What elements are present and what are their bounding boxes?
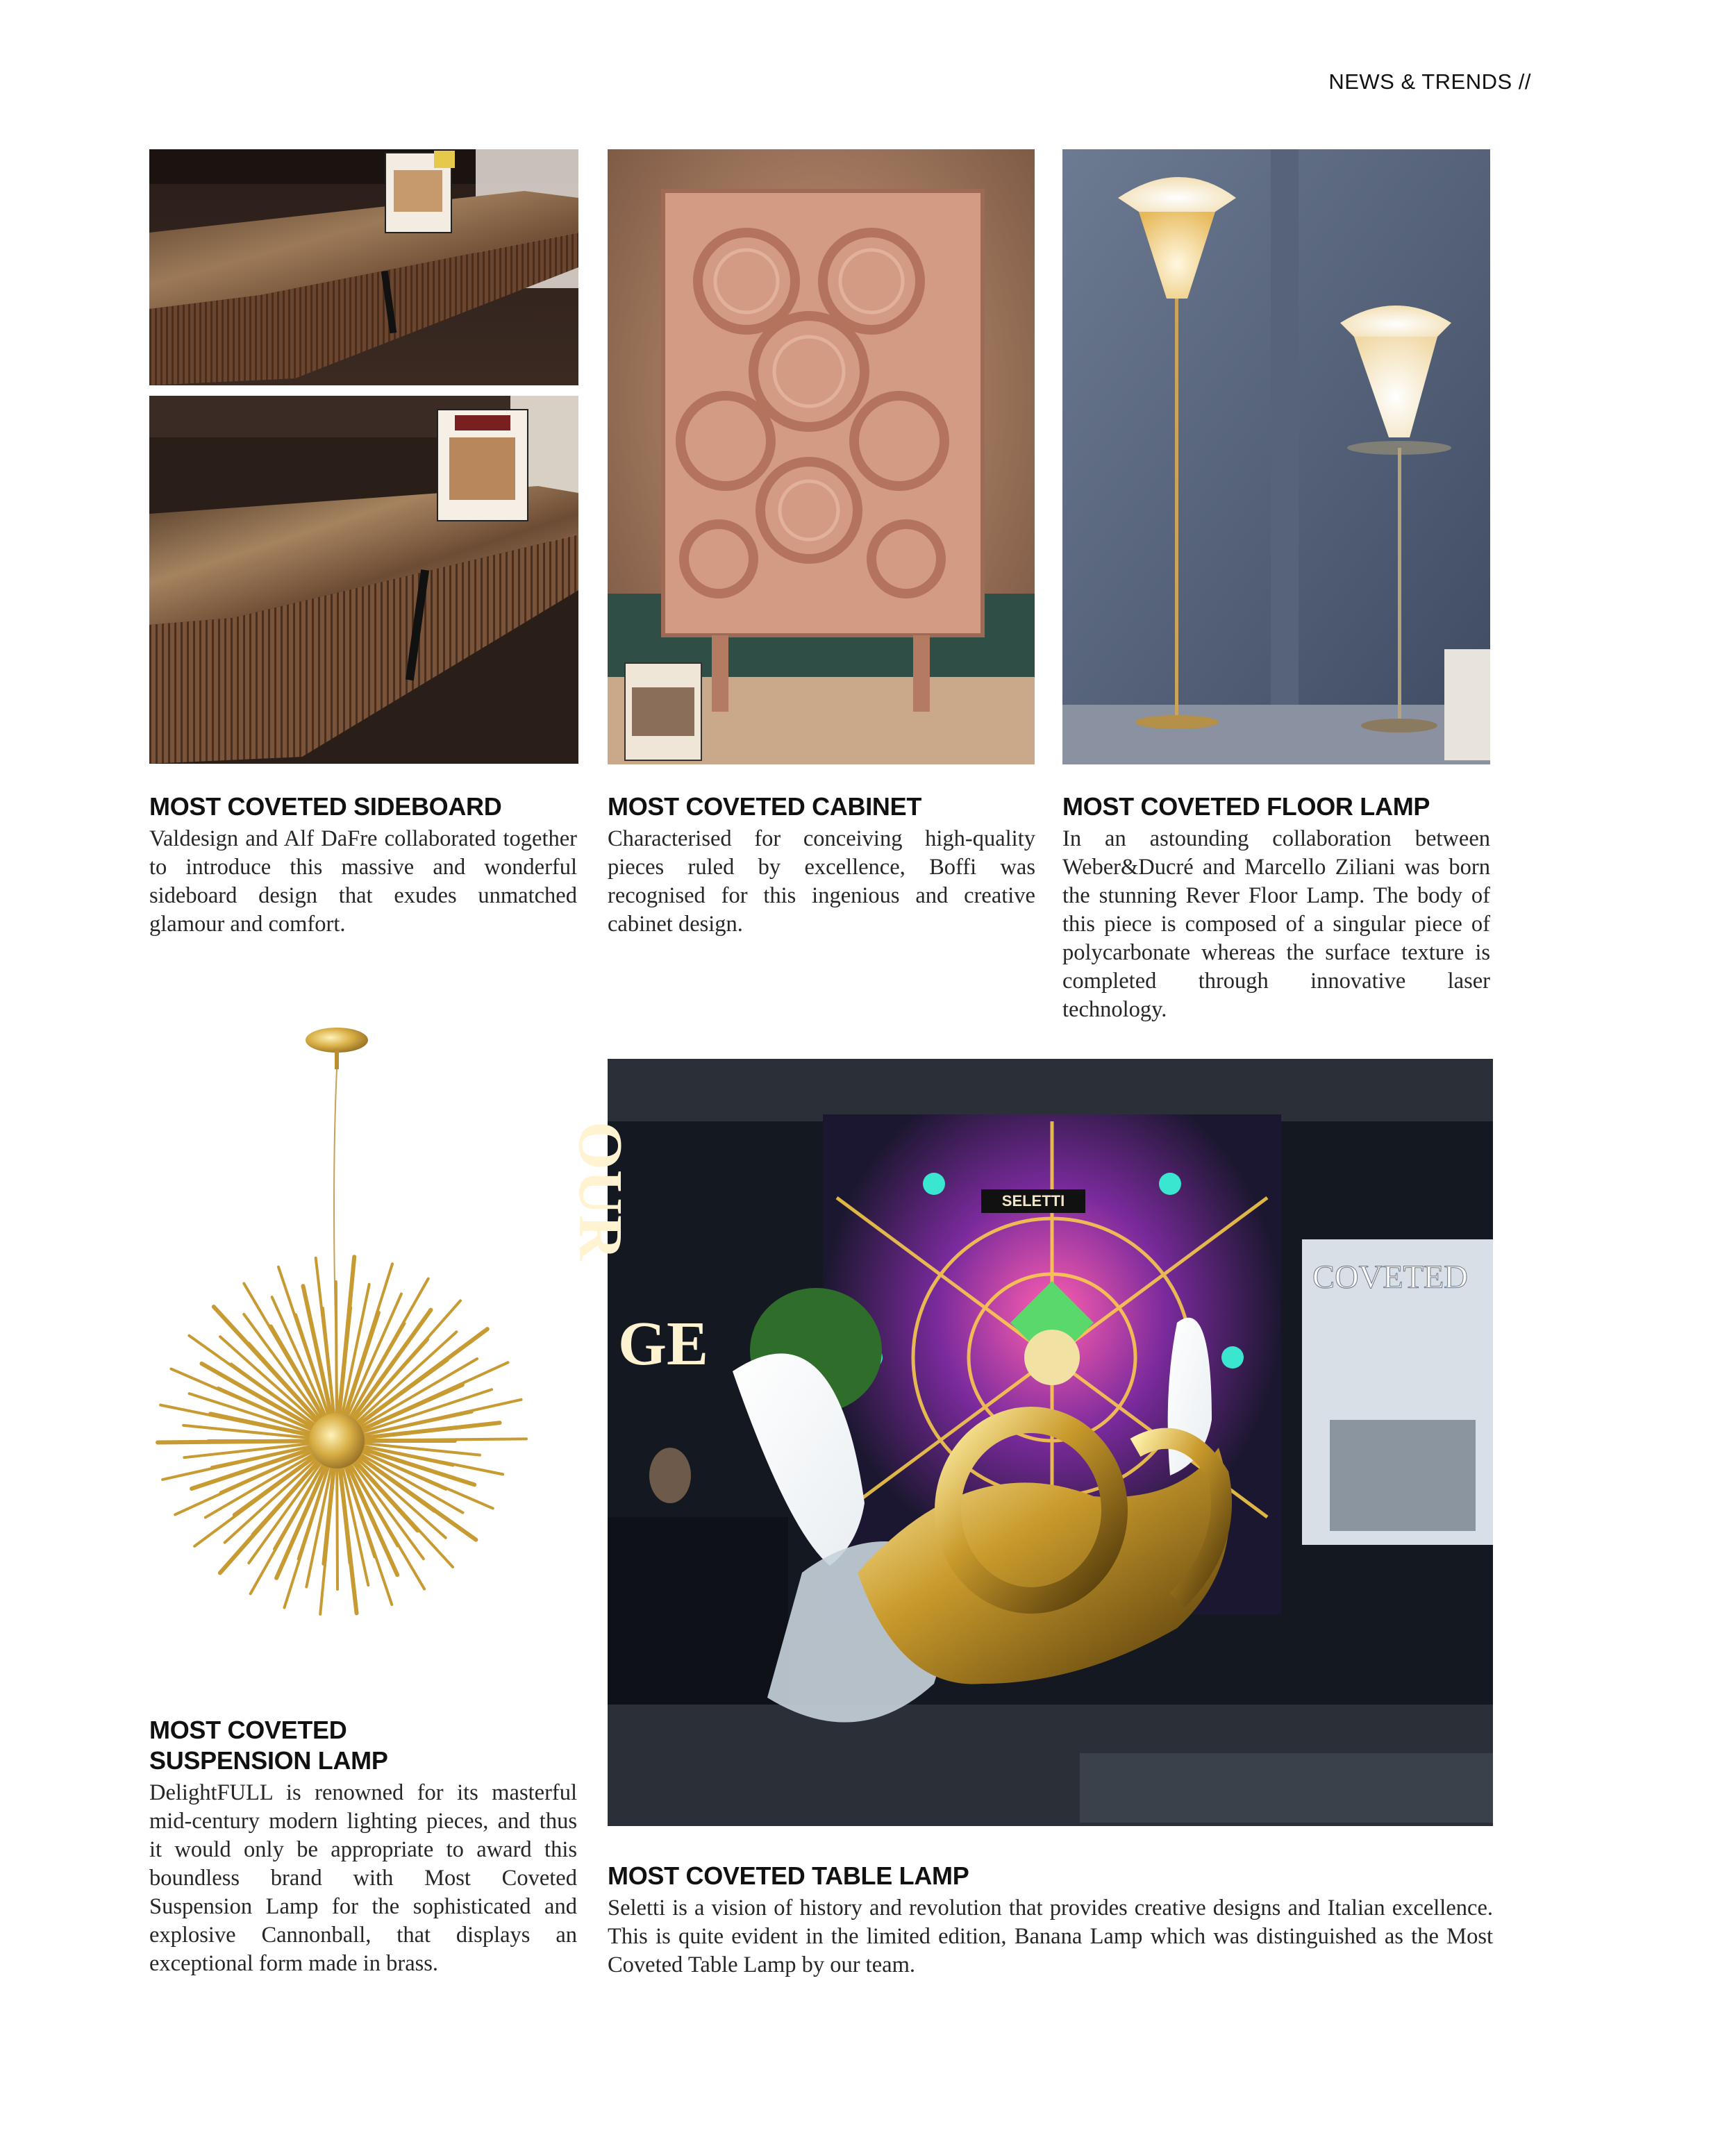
table-lamp-photo: [566, 1059, 1493, 1826]
table-lamp-title: MOST COVETED TABLE LAMP: [608, 1861, 969, 1890]
suspension-lamp-title: [149, 1715, 577, 1776]
suspension-lamp-text: DelightFULL is renowned for its masterful mid-century modern lighting pieces, and thus it would only be appropriate to award this boundless brand with Most Coveted Suspension Lamp for the sophisticated and explosive Cannonball, that displays an exceptional form made in brass.: [149, 1780, 577, 1976]
lamp-spike: [361, 1439, 526, 1440]
suspension-lamp-caption: [149, 1715, 577, 1978]
sideboard-text: Valdesign and Alf DaFre collaborated together to introduce this massive and wonderful sideboard design that exudes unmatched glamour and comfort.: [149, 826, 577, 937]
sideboard-photo-bottom: [149, 396, 578, 764]
cabinet-caption: [608, 792, 1035, 939]
cabinet-photo: [608, 149, 1035, 764]
suspension-title-line2: SUSPENSION LAMP: [149, 1746, 388, 1775]
table-lamp-text: Seletti is a vision of history and revolution that provides creative designs and Italian excellence. This is quite evident in the limited edition, Banana Lamp which was distinguished as the Most Coveted Table Lamp by our team.: [608, 1895, 1493, 1977]
section-header: NEWS & TRENDS //: [1328, 69, 1531, 94]
suspension-title-line1: MOST COVETED: [149, 1716, 347, 1744]
floor-lamp-caption: [1062, 792, 1490, 1024]
wall-letters-bottom: GE: [618, 1309, 709, 1378]
cabinet-text: Characterised for conceiving high-quality pieces ruled by excellence, Boffi was recognised for this ingenious and creative cabinet design.: [608, 826, 1035, 937]
table-lamp-caption: [608, 1861, 1493, 1980]
cabinet-title: MOST COVETED CABINET: [608, 792, 922, 821]
floor-lamp-title: MOST COVETED FLOOR LAMP: [1062, 792, 1430, 821]
seletti-sign: SELETTI: [1001, 1192, 1065, 1210]
sideboard-title: MOST COVETED SIDEBOARD: [149, 792, 502, 821]
coveted-magazine-logo: COVETED: [1312, 1259, 1468, 1296]
floor-lamp-text: In an astounding collaboration between Weber&Ducré and Marcello Ziliani was born the stunning Rever Floor Lamp. The body of this piece is composed of a singular piece of polycarbonate whereas the surface texture is completed through innovative laser technology.: [1062, 826, 1490, 1022]
wall-letters-top: OUR: [566, 1121, 635, 1260]
floor-lamp-photo: [1062, 149, 1490, 764]
lamp-spike: [336, 1282, 337, 1416]
sideboard-caption: [149, 792, 577, 939]
suspension-lamp-photo: [118, 1014, 556, 1659]
sideboard-photo-top: [149, 149, 578, 385]
